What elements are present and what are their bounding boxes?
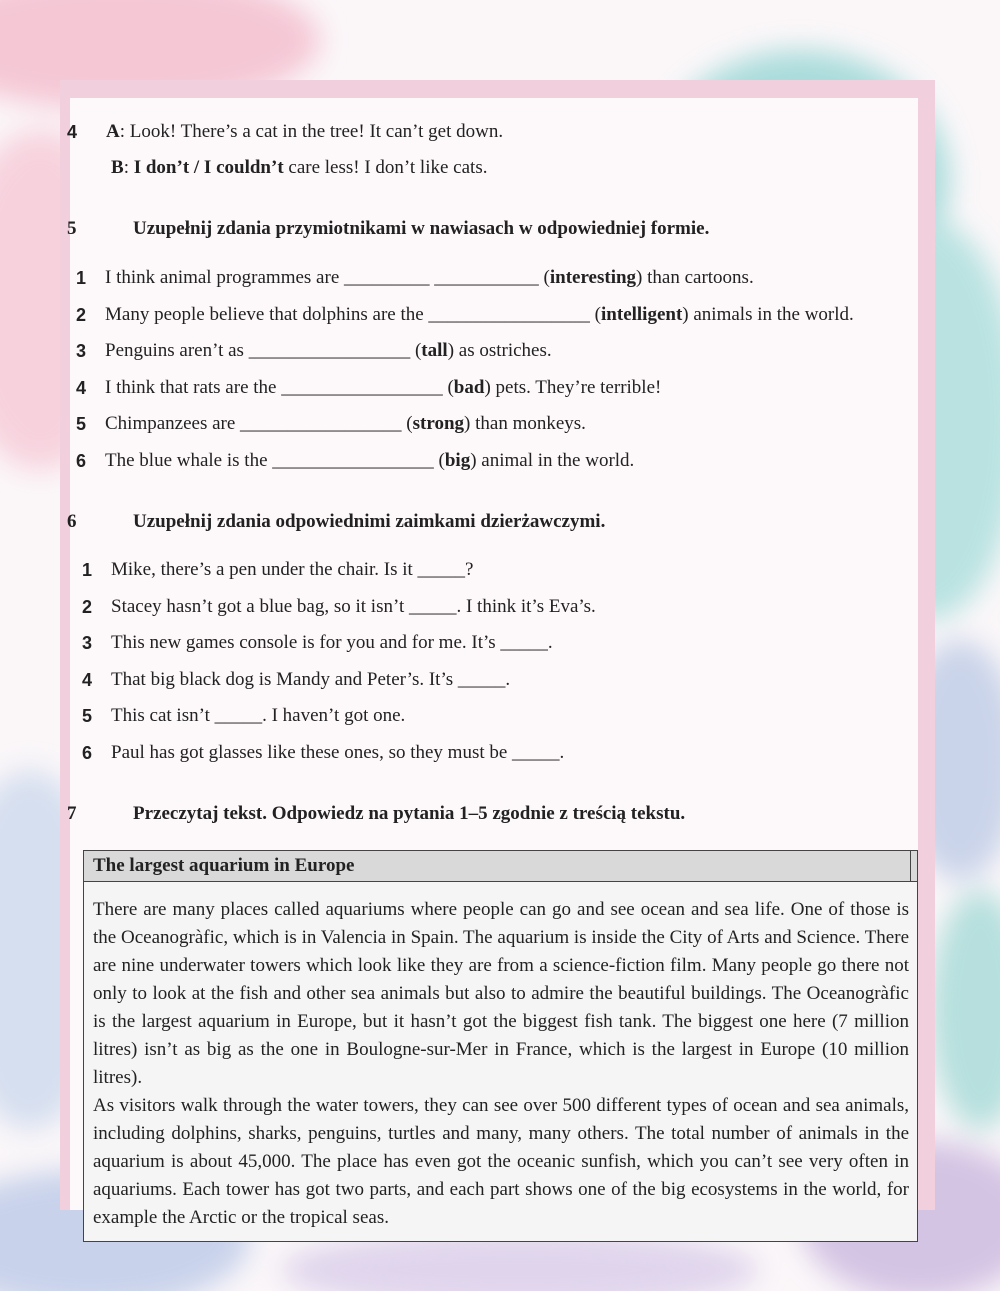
adjective-word: interesting — [549, 267, 637, 288]
ex5-item-number: 6 — [76, 451, 87, 471]
ex5-item — [105, 376, 661, 400]
ex5-item-number: 5 — [76, 414, 87, 434]
exercise6-title: Uzupełnij zdania odpowiednimi zaimkami dzierżawczymi. — [133, 511, 606, 532]
line-b-choice: I don’t / I couldn’t — [133, 157, 284, 178]
exercise6-number: 6 — [67, 511, 77, 532]
item-text-before: Chimpanzees are _________________ ( — [105, 413, 413, 434]
exercise7-number: 7 — [67, 803, 77, 824]
ex6-item: Paul has got glasses like these ones, so they must be _____. — [111, 742, 565, 763]
adjective-word: big — [444, 450, 471, 471]
adjective-word: strong — [412, 413, 465, 434]
ex5-item-number: 4 — [76, 378, 87, 398]
exercise5-number: 5 — [67, 218, 77, 239]
item-text-before: Penguins aren’t as _________________ ( — [105, 340, 422, 361]
adjective-word: tall — [421, 340, 448, 361]
item-text-before: I think animal programmes are _________ ___________ ( — [105, 267, 550, 288]
item-text-after: ) as ostriches. — [447, 340, 552, 361]
item-text-after: ) pets. They’re terrible! — [484, 377, 662, 398]
dialogue-line-b — [111, 156, 487, 180]
item-text-before: I think that rats are the _________________ ( — [105, 377, 454, 398]
ex5-item — [105, 339, 552, 363]
dialogue-line-a — [106, 120, 503, 144]
item-text-after: ) than cartoons. — [636, 267, 754, 288]
exercise7-title: Przeczytaj tekst. Odpowiedz na pytania 1–5 zgodnie z treścią tekstu. — [133, 803, 686, 824]
ex6-item-number: 1 — [82, 560, 93, 580]
ex5-item-number: 1 — [76, 268, 87, 288]
item-text-after: ) animal in the world. — [470, 450, 635, 471]
header-divider — [910, 851, 911, 881]
line-b-text: care less! I don’t like cats. — [283, 157, 488, 178]
item-text-before: The blue whale is the _________________ ( — [105, 450, 445, 471]
ex5-item — [105, 266, 754, 290]
line-b-sep: : — [123, 157, 134, 178]
adjective-word: bad — [453, 377, 485, 398]
ex5-item-number: 3 — [76, 341, 87, 361]
ex6-item: This cat isn’t _____. I haven’t got one. — [111, 705, 406, 726]
line-a-text: : Look! There’s a cat in the tree! It can’t get down. — [119, 121, 504, 142]
adjective-word: intelligent — [601, 304, 683, 325]
ex5-item — [105, 449, 634, 473]
ex5-item — [105, 412, 586, 436]
reading-paragraph: As visitors walk through the water towers, they can see over 500 different types of ocean and sea animals, including dolphins, sharks, penguins, turtles and many, many others. The total number of animals in the aquarium is about 45,000. The place has even got the oceanic sunfish, which you can’t see very often in aquariums. Each tower has got two parts, and each part shows one of the big ecosystems in the world, for example the Arctic or the tropical seas. — [93, 1095, 909, 1228]
reading-text-box — [83, 850, 918, 1242]
reading-text-title: The largest aquarium in Europe — [93, 855, 355, 876]
reading-text-header — [84, 851, 917, 882]
exercise5-title: Uzupełnij zdania przymiotnikami w nawiasach w odpowiedniej formie. — [133, 218, 710, 239]
reading-text-body — [84, 882, 917, 1232]
ex6-item-number: 4 — [82, 670, 93, 690]
ex6-item-number: 5 — [82, 706, 93, 726]
ex5-item — [105, 303, 854, 327]
speaker-a: A — [106, 121, 120, 142]
item-text-after: ) than monkeys. — [464, 413, 586, 434]
ex5-item-number: 2 — [76, 305, 87, 325]
ex6-item-number: 3 — [82, 633, 93, 653]
item-text-after: ) animals in the world. — [682, 304, 854, 325]
exercise4-item-number: 4 — [67, 122, 78, 142]
ex6-item: Mike, there’s a pen under the chair. Is it _____? — [111, 559, 474, 580]
ex6-item: Stacey hasn’t got a blue bag, so it isn’t _____. I think it’s Eva’s. — [111, 596, 596, 617]
reading-paragraph: There are many places called aquariums where people can go and see ocean and sea life. One of those is the Oceanogràfic, which is in Valencia in Spain. The aquarium is inside the City of Arts and Science. There are nine underwater towers which look like they are from a science-fiction film. Many people go there not only to look at the fish and other sea animals but also to admire the beautiful buildings. The Oceanogràfic is the largest aquarium in Europe, but it hasn’t got the biggest fish tank. The biggest one here (7 million litres) isn’t as big as the one in Boulogne-sur-Mer in France, which is the largest in Europe (10 million litres). — [93, 899, 909, 1088]
speaker-b: B — [111, 157, 124, 178]
ex6-item-number: 2 — [82, 597, 93, 617]
ex6-item: This new games console is for you and for me. It’s _____. — [111, 632, 553, 653]
ex6-item-number: 6 — [82, 743, 93, 763]
item-text-before: Many people believe that dolphins are the _________________ ( — [105, 304, 602, 325]
ex6-item: That big black dog is Mandy and Peter’s. It’s _____. — [111, 669, 511, 690]
